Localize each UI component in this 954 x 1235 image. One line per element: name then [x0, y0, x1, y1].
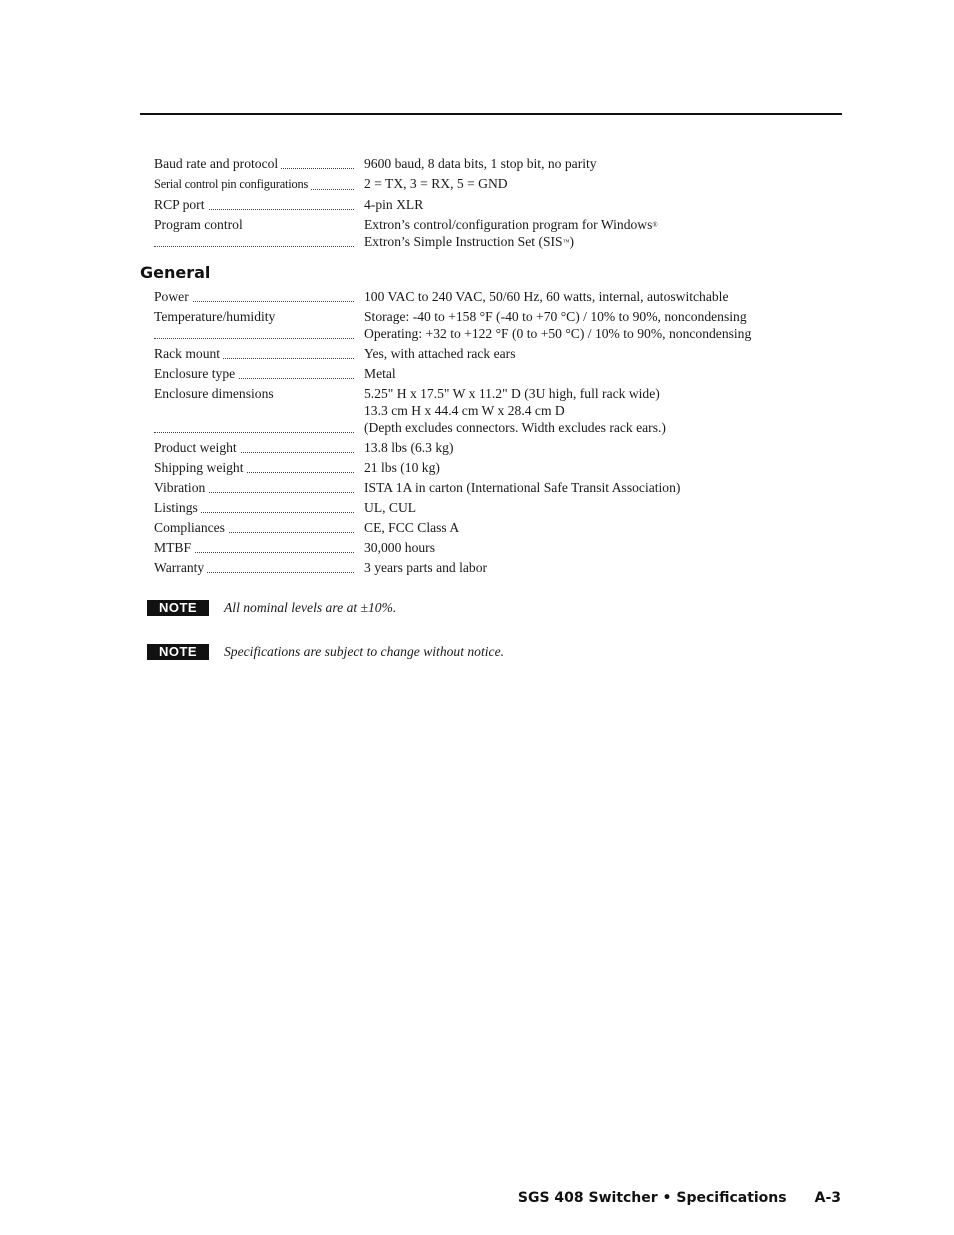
spec-row-compliances	[154, 519, 854, 536]
spec-value: UL, CUL	[364, 500, 417, 515]
spec-value-line: 13.3 cm H x 44.4 cm W x 28.4 cm D	[364, 403, 565, 418]
spec-label: Shipping weight	[154, 460, 247, 475]
spec-value-line: 5.25" H x 17.5" W x 11.2" D (3U high, full rack wide)	[364, 386, 660, 401]
spec-label: Program control	[154, 217, 246, 232]
spec-label: Serial control pin configurations	[154, 177, 311, 191]
spec-row-baud	[154, 155, 854, 172]
spec-value-line: Operating: +32 to +122 °F (0 to +50 °C) / 10% to 90%, noncondensing	[364, 326, 752, 341]
serial-spec-list	[154, 155, 854, 253]
spec-label: Warranty	[154, 560, 207, 575]
spec-label: Listings	[154, 500, 201, 515]
spec-value-line: (Depth excludes connectors. Width excludes rack ears.)	[364, 420, 666, 435]
registered-mark: ®	[652, 221, 658, 229]
spec-row-warranty	[154, 559, 854, 576]
page-footer	[518, 1190, 841, 1206]
note-nominal-levels	[147, 600, 396, 616]
spec-row-shipping-weight	[154, 459, 854, 476]
spec-value: 4-pin XLR	[364, 197, 424, 212]
note-text: Specifications are subject to change without notice.	[224, 644, 504, 659]
spec-value: Yes, with attached rack ears	[364, 346, 516, 361]
spec-label: RCP port	[154, 197, 208, 212]
spec-row-pin-config	[154, 175, 854, 193]
spec-row-rack-mount	[154, 345, 854, 362]
spec-row-power	[154, 288, 854, 305]
spec-label: Rack mount	[154, 346, 223, 361]
general-spec-list	[154, 288, 854, 579]
spec-label: Vibration	[154, 480, 208, 495]
trademark-mark: ™	[562, 238, 570, 246]
spec-value: Metal	[364, 366, 396, 381]
spec-row-rcp-port	[154, 196, 854, 213]
spec-label: Enclosure type	[154, 366, 238, 381]
spec-value-line: Extron’s control/configuration program for Windows®	[364, 217, 658, 232]
page-number: A-3	[814, 1190, 841, 1206]
spec-row-enclosure-type	[154, 365, 854, 382]
note-text: All nominal levels are at ±10%.	[224, 600, 397, 615]
note-badge: NOTE	[147, 644, 209, 660]
spec-row-program-control	[154, 216, 854, 250]
spec-row-temperature-humidity	[154, 308, 854, 342]
spec-value-line: Extron’s Simple Instruction Set (SIS™)	[364, 234, 575, 249]
footer-title: SGS 408 Switcher • Specifications	[517, 1190, 787, 1206]
spec-label: Compliances	[154, 520, 228, 535]
spec-value: CE, FCC Class A	[364, 520, 460, 535]
spec-value: 30,000 hours	[364, 540, 435, 555]
spec-label: Product weight	[154, 440, 240, 455]
spec-value: 100 VAC to 240 VAC, 50/60 Hz, 60 watts, internal, autoswitchable	[364, 289, 729, 304]
spec-value: ISTA 1A in carton (International Safe Transit Association)	[364, 480, 681, 495]
spec-label: Enclosure dimensions	[154, 386, 277, 401]
spec-row-mtbf	[154, 539, 854, 556]
spec-label: Temperature/humidity	[154, 309, 278, 324]
spec-row-product-weight	[154, 439, 854, 456]
note-badge: NOTE	[147, 600, 209, 616]
note-subject-to-change	[147, 644, 504, 660]
spec-row-listings	[154, 499, 854, 516]
top-rule	[140, 113, 842, 115]
section-heading-general: General	[140, 263, 211, 282]
spec-label: MTBF	[154, 540, 194, 555]
spec-value-line: Storage: -40 to +158 °F (-40 to +70 °C) / 10% to 90%, noncondensing	[364, 309, 747, 324]
spec-value: 2 = TX, 3 = RX, 5 = GND	[364, 176, 508, 191]
spec-row-vibration	[154, 479, 854, 496]
spec-value: 21 lbs (10 kg)	[364, 460, 440, 475]
spec-row-enclosure-dimensions	[154, 385, 854, 436]
spec-value: 13.8 lbs (6.3 kg)	[364, 440, 454, 455]
spec-value: 3 years parts and labor	[364, 560, 488, 575]
spec-value: 9600 baud, 8 data bits, 1 stop bit, no parity	[364, 156, 597, 171]
spec-label: Baud rate and protocol	[154, 156, 281, 171]
spec-label: Power	[154, 289, 192, 304]
